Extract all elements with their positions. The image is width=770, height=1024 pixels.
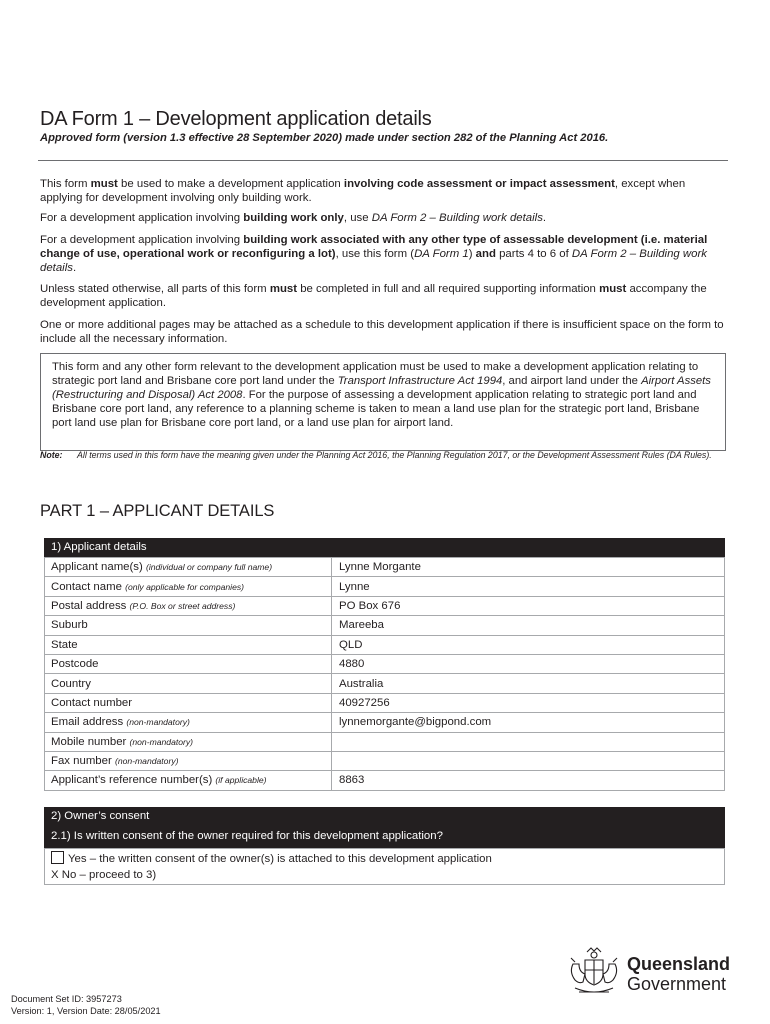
note-text: All terms used in this form have the meaning given under the Planning Act 2016, the Planning Regulation 2017, or the Development Assessment Rules (DA Rules). (77, 450, 712, 460)
field-label-cell (45, 713, 332, 732)
intro-paragraph-5: One or more additional pages may be attached as a schedule to this development application if there is insufficient space on the form to include all the necessary information. (40, 319, 724, 345)
document-version: Version: 1, Version Date: 28/05/2021 (11, 1005, 161, 1016)
table-row (45, 577, 725, 596)
field-value[interactable]: Mareeba (332, 616, 725, 635)
field-hint: (non-mandatory) (126, 717, 190, 728)
applicant-details-header: 1) Applicant details (44, 538, 725, 557)
field-hint: (individual or company full name) (145, 562, 273, 573)
field-label-cell (45, 558, 332, 577)
document-set-id: Document Set ID: 3957273 (11, 994, 122, 1004)
field-label-cell (45, 635, 332, 654)
part-1-title: PART 1 – APPLICANT DETAILS (40, 502, 275, 520)
field-value[interactable]: 8863 (332, 771, 725, 790)
table-row (45, 674, 725, 693)
field-label: Fax number (51, 755, 115, 768)
owners-consent-header: 2) Owner’s consent (44, 807, 725, 826)
table-row (45, 596, 725, 615)
field-label: Country (51, 677, 91, 690)
field-label-cell (45, 732, 332, 751)
table-row (45, 751, 725, 770)
table-row (45, 616, 725, 635)
consent-options (44, 848, 725, 885)
field-value[interactable]: Australia (332, 674, 725, 693)
intro-paragraph-3: For a development application involving building work associated with any other type of assessable development (i.e. material change of use, operational work or reconfiguring a lot), use this form (DA Form 1) and parts 4 to 6 of DA Form 2 – Building work details. (40, 234, 708, 274)
field-value[interactable]: lynnemorgante@bigpond.com (332, 713, 725, 732)
field-label-cell (45, 693, 332, 712)
field-value[interactable] (332, 732, 725, 751)
intro-paragraph-2: For a development application involving building work only, use DA Form 2 – Building work details. (40, 212, 547, 224)
field-value[interactable]: PO Box 676 (332, 596, 725, 615)
consent-no-option[interactable]: X No – proceed to 3) (51, 869, 157, 881)
consent-question-header: 2.1) Is written consent of the owner required for this development application? (44, 826, 725, 848)
port-land-notice-box: This form and any other form relevant to the development application must be used to make a development application relating to strategic port land and Brisbane core port land under the Transport Infrastructure Act 1994, and airport land under the Airport Assets (Restructuring and Disposal) Act 2008. For the purpose of assessing a development application relating to strategic port land and Brisbane core port land, any reference to a planning scheme is taken to mean a land use plan for the strategic port land, Brisbane port land use plan for Brisbane core port land, or a land use plan for airport land. (40, 353, 726, 451)
field-value[interactable]: Lynne (332, 577, 725, 596)
field-label-cell (45, 654, 332, 673)
field-label: Applicant’s reference number(s) (51, 774, 216, 787)
field-label: Postcode (51, 658, 99, 671)
field-value[interactable]: 4880 (332, 654, 725, 673)
consent-yes-label: Yes – the written consent of the owner(s) is attached to this development application (68, 853, 492, 865)
consent-yes-option[interactable] (51, 851, 718, 867)
field-hint: (only applicable for companies) (125, 581, 245, 592)
field-value[interactable]: 40927256 (332, 693, 725, 712)
field-label-cell (45, 771, 332, 790)
table-row (45, 558, 725, 577)
logo-wordmark (627, 954, 730, 994)
header-divider (38, 160, 728, 161)
table-row (45, 771, 725, 790)
field-label: Mobile number (51, 735, 130, 748)
field-label: Email address (51, 716, 127, 729)
field-value[interactable]: Lynne Morgante (332, 558, 725, 577)
table-row (45, 693, 725, 712)
field-label-cell (45, 751, 332, 770)
queensland-coat-of-arms-icon (565, 946, 623, 998)
logo-line-government: Government (627, 974, 727, 994)
document-footer (11, 994, 161, 1017)
field-value[interactable] (332, 751, 725, 770)
field-label-cell (45, 596, 332, 615)
table-row (45, 713, 725, 732)
intro-paragraph-1: This form must be used to make a development application involving code assessment or impact assessment, except when applying for development involving only building work. (40, 178, 686, 204)
table-row (45, 732, 725, 751)
field-hint: (non-mandatory) (114, 756, 179, 767)
field-label: Contact name (51, 580, 126, 593)
note-label: Note: (40, 450, 63, 460)
table-row (45, 654, 725, 673)
field-label-cell (45, 674, 332, 693)
form-subtitle: Approved form (version 1.3 effective 28 September 2020) made under section 282 of the Planning Act 2016. (40, 132, 609, 144)
field-label: Contact number (51, 696, 133, 709)
field-label-cell (45, 616, 332, 635)
field-label-cell (45, 577, 332, 596)
field-label: Applicant name(s) (51, 561, 146, 574)
form-title: DA Form 1 – Development application details (40, 108, 432, 130)
field-label: State (51, 638, 78, 651)
queensland-government-logo (565, 946, 735, 998)
field-hint: (P.O. Box or street address) (129, 600, 236, 611)
applicant-details-table (44, 557, 725, 791)
field-label: Suburb (51, 619, 88, 632)
yes-checkbox[interactable] (51, 851, 64, 864)
table-row (45, 635, 725, 654)
logo-line-queensland: Queensland (627, 954, 731, 974)
field-hint: (if applicable) (215, 775, 267, 786)
field-label: Postal address (51, 599, 130, 612)
field-hint: (non-mandatory) (129, 736, 194, 747)
intro-paragraph-4: Unless stated otherwise, all parts of this form must be completed in full and all required supporting information must accompany the development application. (40, 283, 707, 309)
field-value[interactable]: QLD (332, 635, 725, 654)
